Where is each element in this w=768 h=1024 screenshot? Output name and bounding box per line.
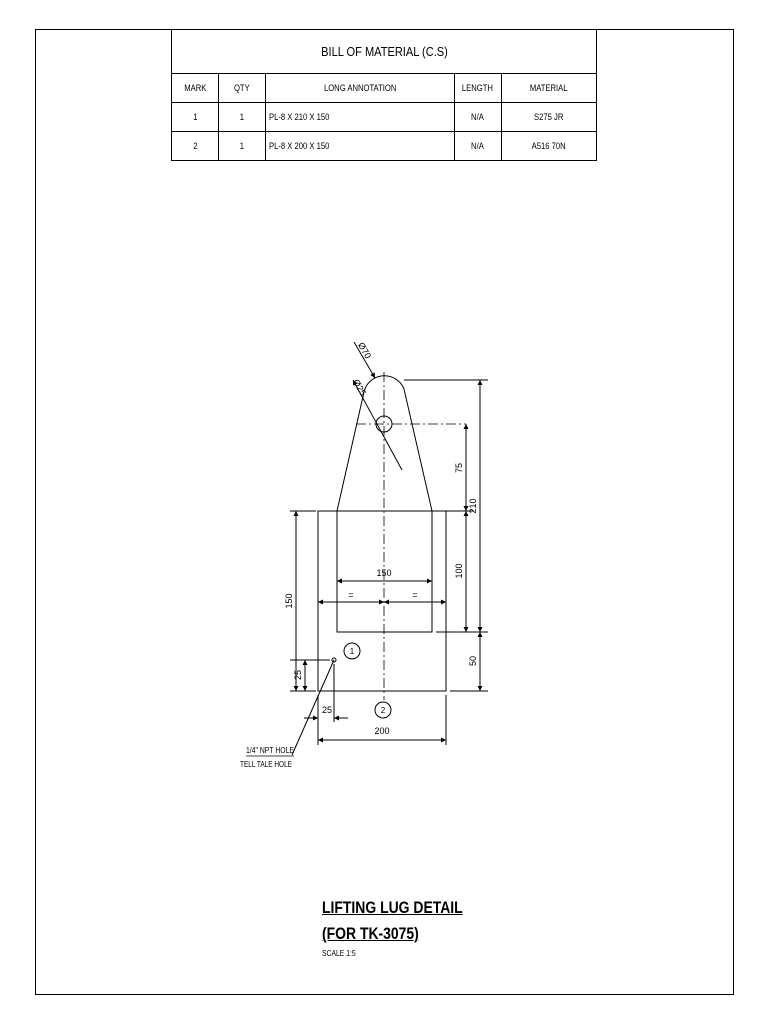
- dim-200-label: 200: [374, 726, 390, 736]
- bom-header-annotation: LONG ANNOTATION: [280, 74, 440, 103]
- dim-eq-left-label: =: [348, 590, 354, 600]
- dia25-label: Ø25: [351, 377, 369, 398]
- dia70-label: Ø70: [356, 340, 374, 361]
- bom-cell-mark: 2: [175, 132, 215, 161]
- dim-100-label: 100: [454, 563, 464, 579]
- bom-cell-annotation: PL-8 X 200 X 150: [266, 132, 426, 161]
- mark-balloon-2-label: 2: [380, 706, 386, 715]
- bom-header-material: MATERIAL: [508, 74, 589, 103]
- bom-cell-material: A516 70N: [508, 132, 589, 161]
- drawing-scale: SCALE 1:5: [322, 949, 356, 958]
- drawing-title: LIFTING LUG DETAIL: [322, 898, 463, 917]
- dim-210-label: 210: [468, 498, 478, 514]
- drawing-subtitle: (FOR TK-3075): [322, 924, 419, 943]
- dim-25-v-label: 25: [293, 669, 303, 681]
- dim-eq-right-label: =: [412, 590, 418, 600]
- bom-cell-length: N/A: [458, 132, 498, 161]
- bom-cell-length: N/A: [458, 103, 498, 132]
- bom-cell-qty: 1: [222, 103, 262, 132]
- dim-75-label: 75: [454, 462, 464, 474]
- bom-header-mark: MARK: [175, 74, 215, 103]
- dim-25-h-label: 25: [321, 705, 333, 715]
- note-tell-tale-hole: TELL TALE HOLE: [240, 760, 292, 769]
- bom-cell-mark: 1: [175, 103, 215, 132]
- mark-balloon-1-label: 1: [349, 647, 355, 656]
- bom-title: BILL OF MATERIAL (C.S): [203, 30, 564, 74]
- bom-cell-qty: 1: [222, 132, 262, 161]
- note-npt-hole: 1/4" NPT HOLE: [246, 746, 294, 755]
- dim-150-h-label: 150: [376, 568, 392, 578]
- bom-cell-annotation: PL-8 X 210 X 150: [266, 103, 426, 132]
- dim-150-v-label: 150: [284, 593, 294, 609]
- dim-50-label: 50: [468, 655, 478, 667]
- bom-cell-material: S275 JR: [508, 103, 589, 132]
- bom-header-length: LENGTH: [458, 74, 498, 103]
- title-block: [322, 895, 494, 958]
- bom-header-qty: QTY: [222, 74, 262, 103]
